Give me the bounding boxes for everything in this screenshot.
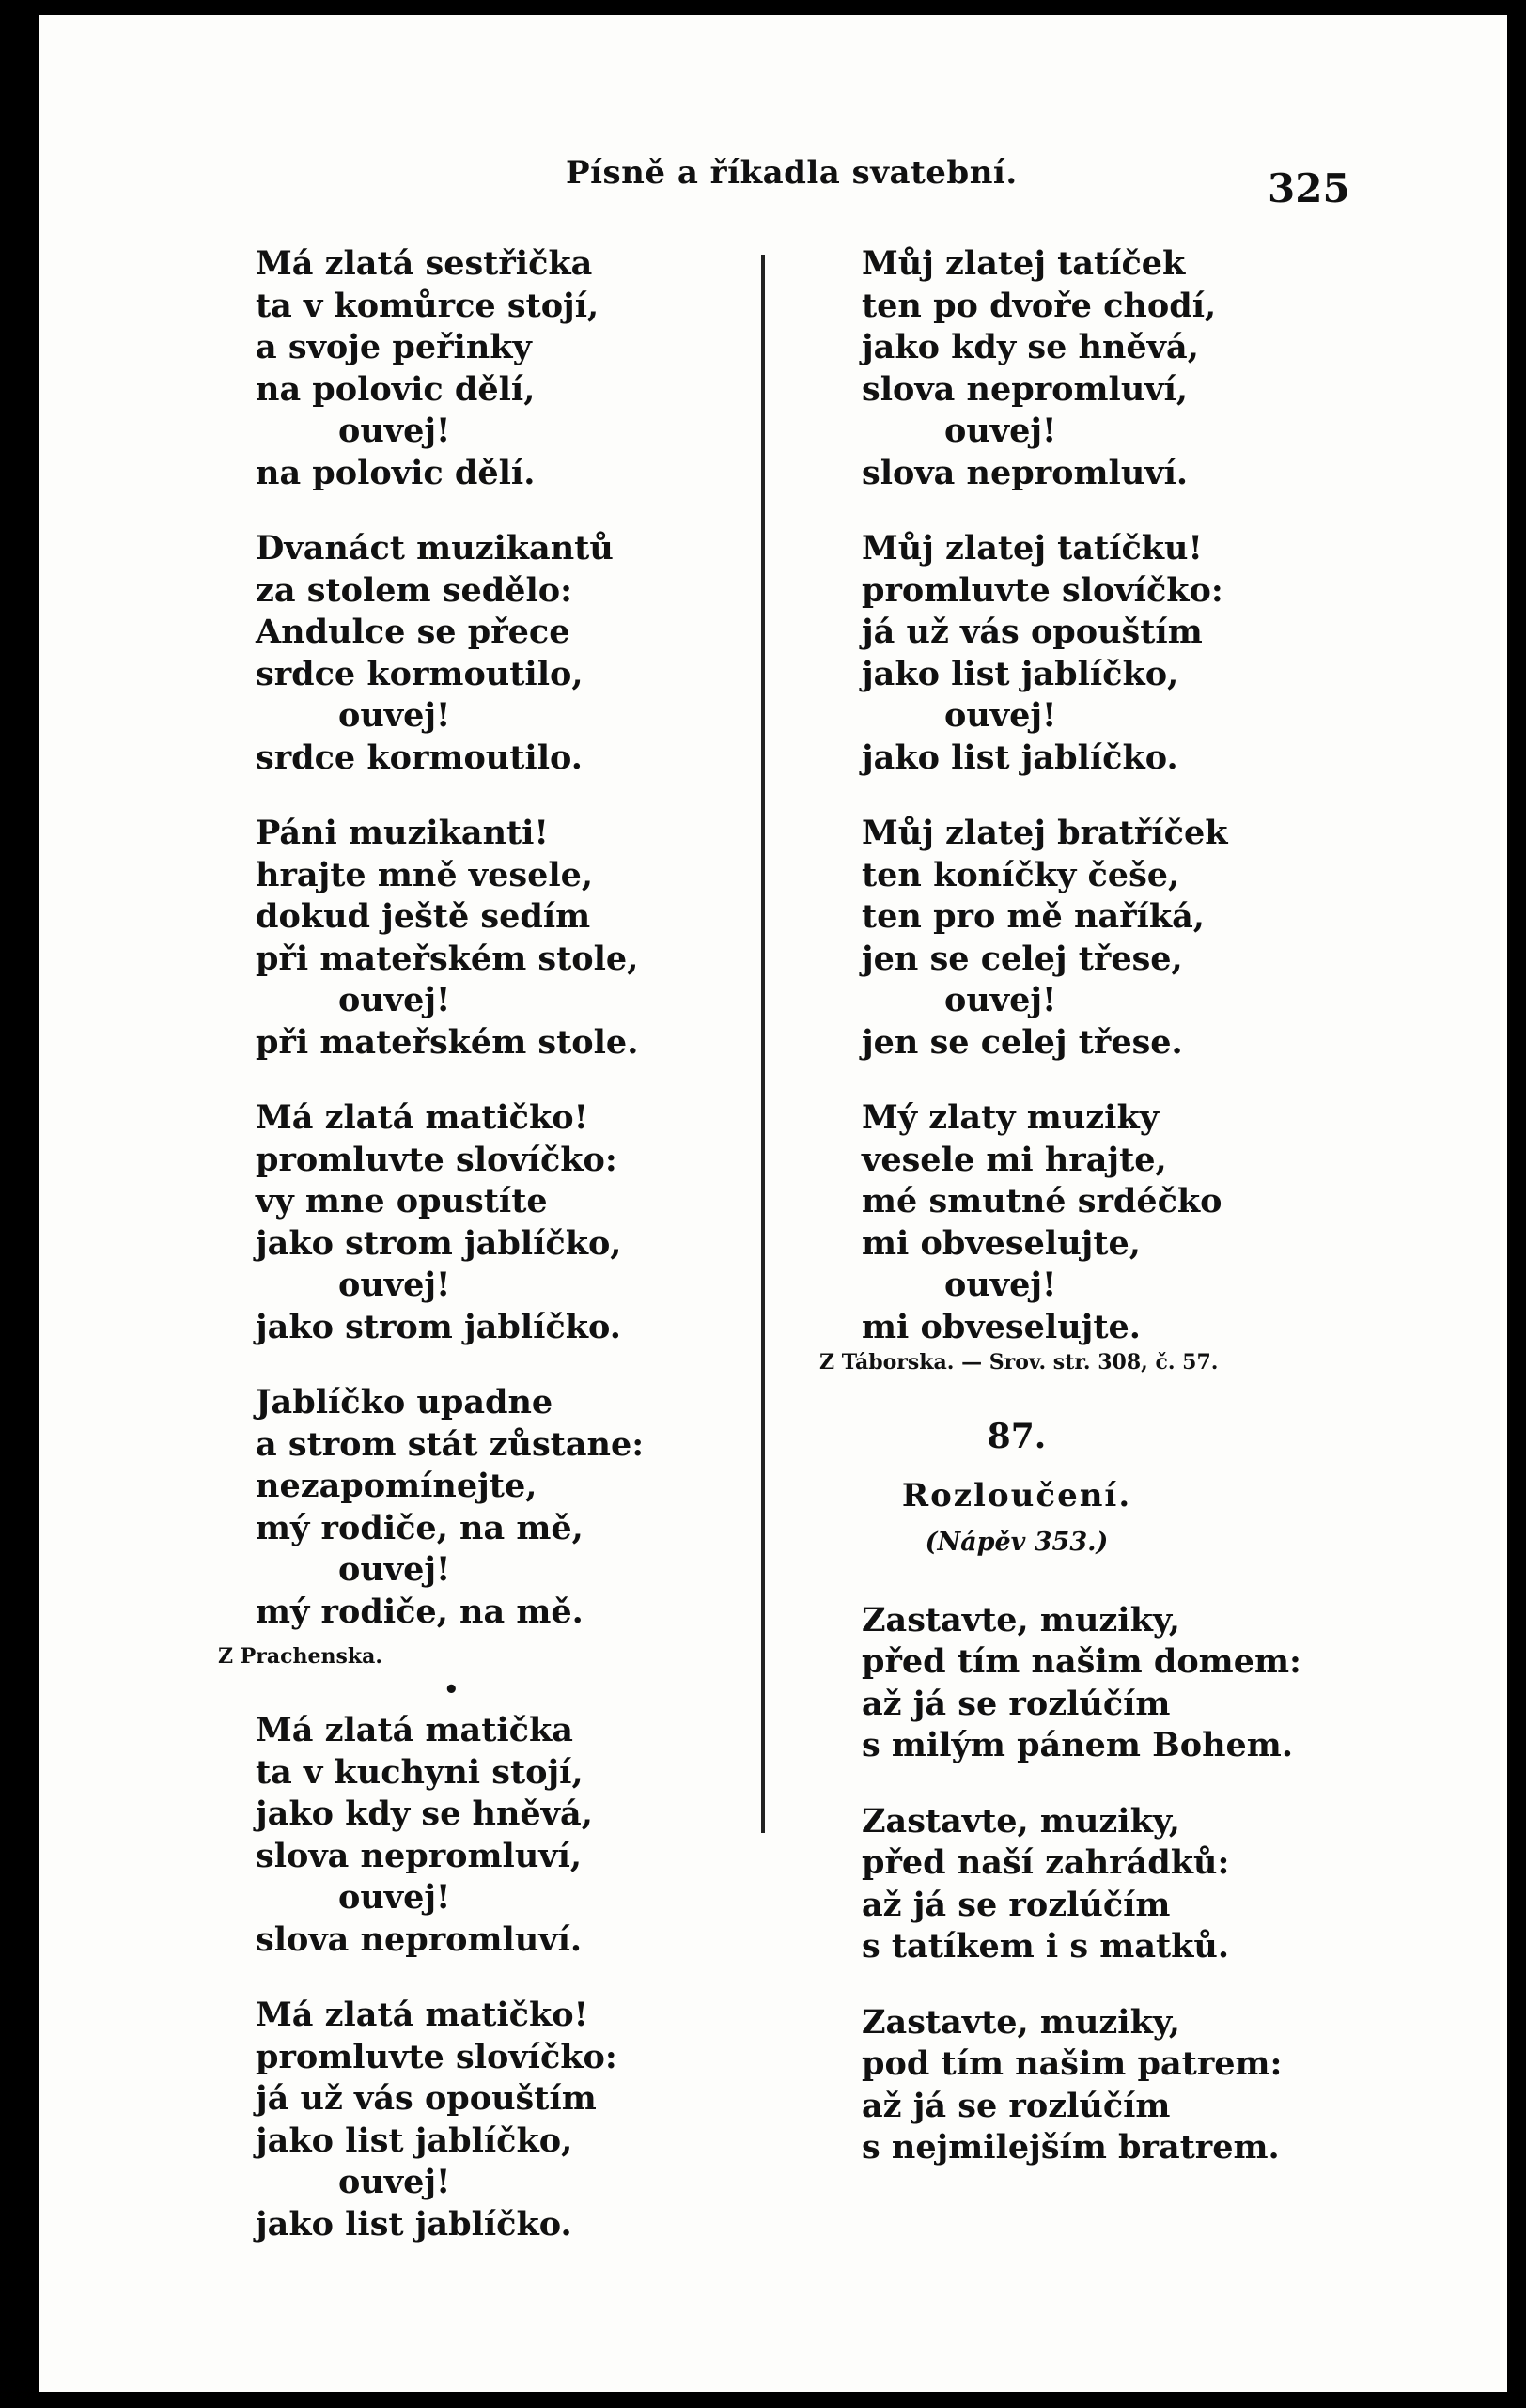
verse-line: jako strom jablíčko. [256, 1307, 621, 1346]
verse-line: ta v komůrce stojí, [256, 286, 600, 325]
verse-line: při mateřském stole. [256, 1022, 639, 1062]
verse-line: jako kdy se hněvá, [256, 1794, 593, 1833]
verse-line: Má zlatá sestřička [256, 244, 593, 283]
verse-line: jako list jablíčko, [256, 2121, 573, 2160]
refrain-line: ouvej! [944, 981, 1057, 1019]
song-number: 87. [987, 1417, 1047, 1456]
verse-line: mý rodiče, na mě, [256, 1508, 584, 1547]
verse-line: až já se rozlúčím [862, 2086, 1171, 2125]
verse-line: ten koníčky češe, [862, 855, 1180, 894]
stanza [862, 243, 1425, 494]
stanza [256, 1382, 744, 1633]
verse-line: Zastavte, muziky, [862, 1600, 1180, 1639]
verse-line: jako list jablíčko, [862, 654, 1179, 693]
stanza [256, 1710, 744, 1961]
verse-line: před naší zahrádků: [862, 1843, 1230, 1882]
verse-line: pod tím našim patrem: [862, 2044, 1283, 2083]
verse-line: nezapomínejte, [256, 1467, 537, 1505]
verse-line: na polovic dělí. [256, 453, 536, 492]
verse-line: až já se rozlúčím [862, 1684, 1171, 1723]
verse-line: před tím našim domem: [862, 1642, 1301, 1681]
verse-line: mé smutné srdéčko [862, 1182, 1222, 1220]
song-melody: (Nápěv 353.) [925, 1528, 1109, 1557]
verse-line: já už vás opouštím [256, 2079, 597, 2118]
source-note: Z Prachenska. [218, 1644, 383, 1669]
verse-line: slova nepromluví. [862, 453, 1189, 492]
verse-line: Má zlatá matičko! [256, 1996, 588, 2034]
page-header [39, 147, 1507, 211]
verse-line: Páni muzikanti! [256, 814, 549, 852]
verse-line: s milým pánem Bohem. [862, 1726, 1294, 1764]
left-stanzas-b [256, 1710, 744, 2245]
stanza [862, 528, 1425, 779]
verse-line: promluvte slovíčko: [862, 570, 1223, 610]
verse-line: Zastavte, muziky, [862, 1801, 1180, 1841]
verse-line: s tatíkem i s matků. [862, 1927, 1230, 1965]
verse-line: slova nepromluví, [862, 369, 1189, 409]
verse-line: ten pro mě naříká, [862, 897, 1205, 936]
verse-line: Mý zlaty muziky [862, 1098, 1160, 1137]
column-divider [761, 255, 765, 1833]
verse-line: Můj zlatej tatíček [862, 244, 1186, 283]
verse-line: jako kdy se hněvá, [862, 328, 1199, 366]
verse-line: promluvte slovíčko: [256, 1140, 617, 1179]
verse-line: a strom stát zůstane: [256, 1424, 645, 1464]
stanza [862, 1600, 1425, 1767]
song-title: Rozloučení. [901, 1476, 1132, 1515]
verse-line: Má zlatá matičko! [256, 1098, 588, 1137]
stanza [862, 813, 1425, 1064]
verse-line: Má zlatá matička [256, 1711, 573, 1749]
verse-line: za stolem sedělo: [256, 570, 573, 610]
verse-line: jako list jablíčko. [862, 738, 1178, 777]
verse-line: Andulce se přece [256, 613, 570, 651]
running-title: Písně a říkadla svatební. [566, 154, 1018, 192]
stanza [256, 528, 744, 779]
stanza [862, 1097, 1425, 1348]
refrain-line: ouvej! [338, 2163, 451, 2201]
refrain-line: ouvej! [338, 1878, 451, 1917]
stanza-separator: • [444, 1676, 459, 1704]
stanza [862, 1801, 1425, 1968]
verse-line: na polovic dělí, [256, 369, 536, 409]
verse-line: Dvanáct muzikantů [256, 529, 614, 567]
stanza [256, 1097, 744, 1348]
refrain-line: ouvej! [944, 412, 1057, 450]
verse-line: mi obveselujte, [862, 1223, 1141, 1263]
verse-line: Jablíčko upadne [256, 1383, 553, 1421]
refrain-line: ouvej! [338, 981, 451, 1019]
verse-line: Zastavte, muziky, [862, 2002, 1180, 2042]
verse-line: jako list jablíčko. [256, 2204, 572, 2244]
verse-line: ten po dvoře chodí, [862, 286, 1217, 325]
stanza [256, 1995, 744, 2245]
verse-line: dokud ještě sedím [256, 897, 591, 936]
verse-line: promluvte slovíčko: [256, 2037, 617, 2076]
book-page [39, 15, 1507, 2392]
left-stanzas-a [256, 243, 744, 1633]
verse-line: hrajte mně vesele, [256, 855, 594, 894]
left-column [218, 243, 744, 2279]
verse-line: srdce kormoutilo. [256, 738, 583, 777]
verse-line: Můj zlatej bratříček [862, 814, 1228, 852]
stanza [256, 813, 744, 1064]
verse-line: mý rodiče, na mě. [256, 1592, 584, 1631]
verse-line: s nejmilejším bratrem. [862, 2128, 1280, 2167]
song-stanzas [862, 1600, 1425, 2169]
refrain-line: ouvej! [944, 1266, 1057, 1304]
verse-line: až já se rozlúčím [862, 1885, 1171, 1924]
verse-line: slova nepromluví, [256, 1836, 583, 1875]
verse-line: jen se celej třese, [862, 939, 1183, 978]
verse-line: jen se celej třese. [862, 1022, 1183, 1062]
verse-line: slova nepromluví. [256, 1919, 583, 1959]
right-stanzas [862, 243, 1425, 1348]
verse-line: při mateřském stole, [256, 939, 639, 978]
source-note: Z Táborska. — Srov. str. 308, č. 57. [819, 1350, 1219, 1375]
verse-line: já už vás opouštím [862, 613, 1203, 651]
verse-line: vesele mi hrajte, [862, 1140, 1167, 1179]
verse-line: srdce kormoutilo, [256, 654, 584, 693]
refrain-line: ouvej! [944, 696, 1057, 735]
verse-line: mi obveselujte. [862, 1307, 1141, 1346]
refrain-line: ouvej! [338, 696, 451, 735]
verse-line: jako strom jablíčko, [256, 1223, 622, 1263]
verse-line: Můj zlatej tatíčku! [862, 529, 1203, 567]
verse-line: a svoje peřinky [256, 328, 532, 366]
verse-line: vy mne opustíte [256, 1182, 548, 1220]
stanza [256, 243, 744, 494]
verse-line: ta v kuchyni stojí, [256, 1752, 584, 1792]
refrain-line: ouvej! [338, 1550, 451, 1589]
right-column [819, 243, 1425, 2203]
refrain-line: ouvej! [338, 1266, 451, 1304]
stanza [862, 2002, 1425, 2169]
page-number: 325 [1268, 165, 1350, 211]
refrain-line: ouvej! [338, 412, 451, 450]
